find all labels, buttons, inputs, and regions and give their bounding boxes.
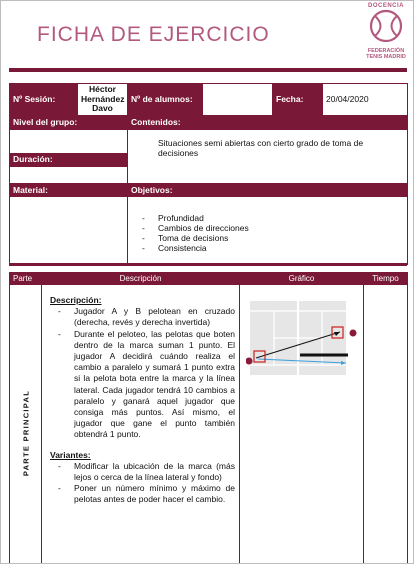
page-title: FICHA DE EJERCICIO [37,23,270,46]
objective-item: - Toma de decisions [142,233,407,243]
variants-heading: Variantes: [50,449,91,460]
variant-item: - Modificar la ubicación de la marca (más lejos o cerca de la línea lateral y fondo) [50,461,235,483]
students-label: Nº de alumnos: [128,84,203,116]
objective-item: - Consistencia [142,243,407,253]
duration-label: Duración: [10,153,127,167]
author-name: Héctor Hernández Davo [78,84,128,116]
objectives-list [128,197,407,253]
material-label: Material: [10,183,128,196]
date-label: Fecha: [273,84,323,116]
description-item: - Durante el peloteo, las pelotas que boten dentro de la marca suman 1 punto. El jugador A decidirá cuándo realiza el cambio a paralelo y sumará 1 punto extra si la pelota bota entre la marca y la línea lateral. Cada jugador tendrá 10 cambios a paralelo y ganará aquel jugador que consiga más puntos. Así mismo, el jugador que gane el punto también obtendrá 1 punto. [50,329,235,441]
header-divider [9,68,407,72]
level-duration-cell [10,129,128,183]
variants-list [50,461,235,506]
section-divider [9,263,407,266]
col-header-tiempo: Tiempo [364,273,408,285]
part-cell [10,285,42,564]
objectives-cell [128,196,408,264]
variant-item: - Poner un número mínimo y máximo de pelotas antes de poder hacer el cambio. [50,483,235,505]
level-value[interactable] [10,130,127,153]
tennis-ball-icon [369,9,403,43]
col-header-parte: Parte [10,273,42,285]
exercise-row [10,285,408,564]
exercise-table [9,272,408,564]
level-label: Nivel del grupo: [10,115,128,129]
col-header-grafico: Gráfico [240,273,364,285]
objective-item: - Cambios de direcciones [142,223,407,233]
description-list [50,306,235,440]
col-header-descripcion: Descripción [42,273,240,285]
date-value: 20/04/2020 [323,84,408,116]
player-b-marker [350,330,357,337]
description-content [42,285,239,506]
logo-tenis-madrid: TENIS MADRID [366,54,406,60]
students-value[interactable] [203,84,273,116]
info-table [9,83,408,265]
contents-label: Contenidos: [128,115,408,129]
objective-item: - Profundidad [142,213,407,223]
time-cell[interactable] [364,285,408,564]
description-item: - Jugador A y B pelotean en cruzado (derecha, revés y derecha invertida) [50,306,235,328]
logo-federacion: FEDERACIÓN [367,48,405,54]
logo-docencia: DOCENCIA [367,3,404,9]
part-name: PARTE PRINCIPAL [21,389,30,476]
court-diagram [246,299,362,379]
material-value[interactable] [10,196,128,264]
exercise-table-header [10,273,408,285]
federation-logo [361,3,411,69]
duration-value[interactable] [10,167,127,183]
description-heading: Descripción: [50,295,102,305]
description-cell [42,285,240,564]
graphic-cell [240,285,364,564]
contents-value: Situaciones semi abiertas con cierto grado de toma de decisiones [128,129,408,183]
session-label: Nº Sesión: [10,84,78,116]
objectives-label: Objetivos: [128,183,408,196]
